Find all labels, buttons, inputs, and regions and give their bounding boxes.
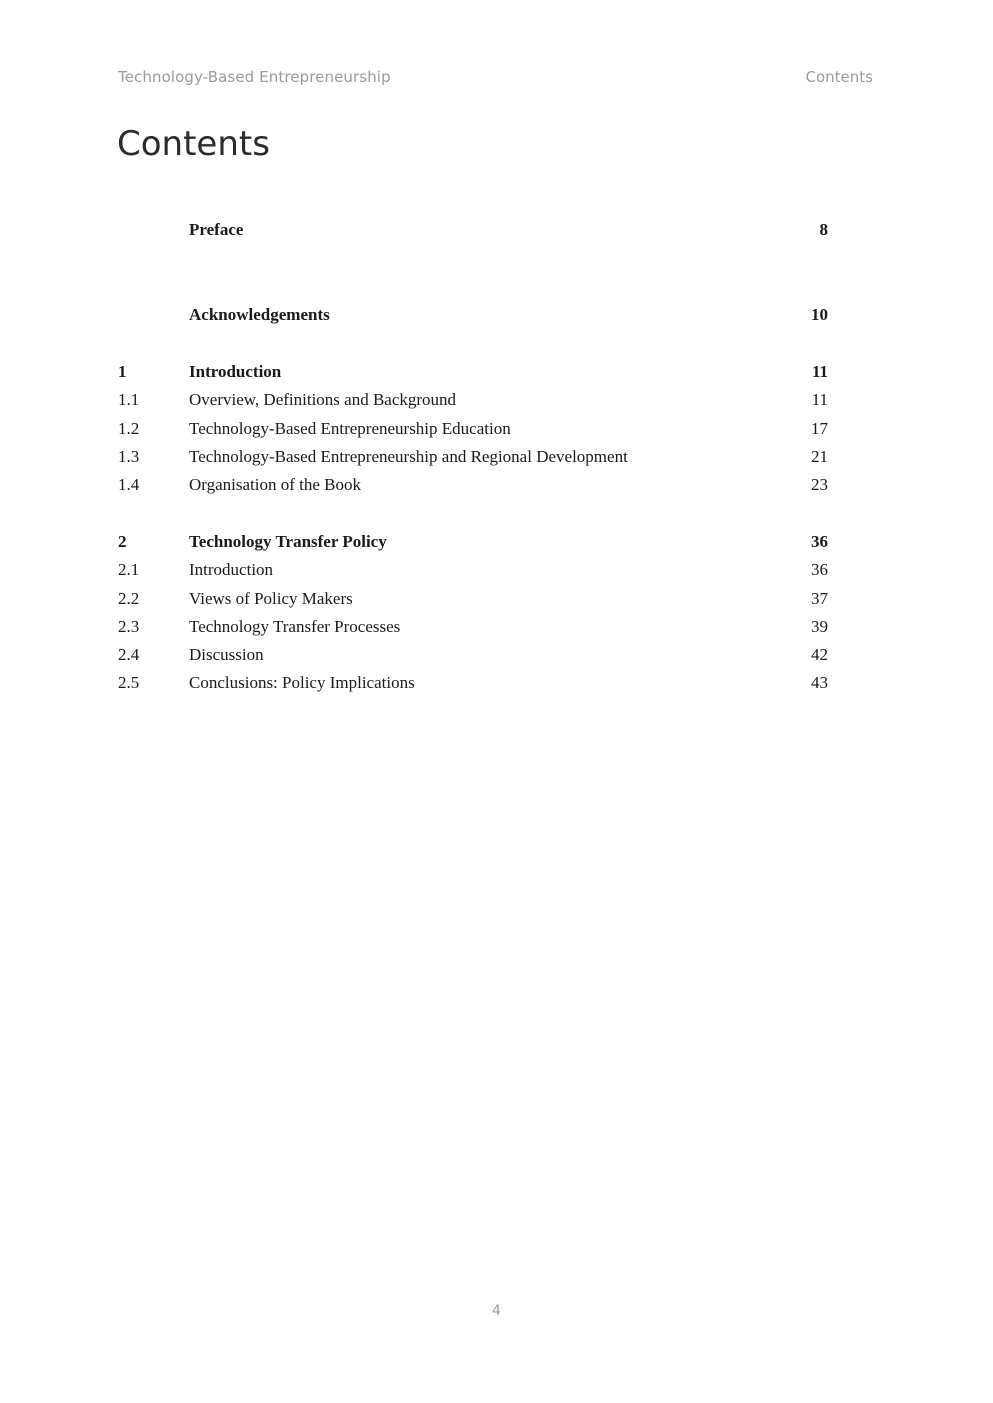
toc-entry-page: 36 <box>811 560 828 579</box>
toc-entry-number: 1 <box>118 362 127 381</box>
toc-entry-page: 43 <box>811 673 828 692</box>
toc-entry-page: 42 <box>811 645 828 664</box>
toc-entry-label: Technology-Based Entrepreneurship Education <box>189 419 511 438</box>
toc-entry-number: 2.4 <box>118 645 140 664</box>
toc-entry-number: 1.3 <box>118 447 140 466</box>
footer-page-number: 4 <box>492 1303 501 1319</box>
toc-entry-1-1[interactable] <box>118 390 828 414</box>
toc-entry-page: 37 <box>811 589 828 608</box>
toc-entry-acknowledgements[interactable] <box>118 305 828 329</box>
running-header-book-title: Technology-Based Entrepreneurship <box>118 68 391 86</box>
running-header-section: Contents <box>805 68 873 86</box>
toc-entry-label: Technology Transfer Processes <box>189 617 401 636</box>
toc-entry-label: Preface <box>189 220 244 239</box>
toc-entry-label: Overview, Definitions and Background <box>189 390 457 409</box>
toc-entry-page: 11 <box>811 390 828 409</box>
toc-entry-label: Views of Policy Makers <box>189 589 353 608</box>
toc-entry-1-4[interactable] <box>118 475 828 499</box>
toc-entry-page: 36 <box>811 532 828 551</box>
toc-entry-label: Discussion <box>189 645 264 664</box>
page-title: Contents <box>117 124 270 164</box>
toc-entry-page: 23 <box>811 475 828 494</box>
toc-entry-preface[interactable] <box>118 220 828 244</box>
toc-entry-label: Organisation of the Book <box>189 475 362 494</box>
toc-entry-label: Introduction <box>189 362 282 381</box>
toc-entry-chapter-2[interactable] <box>118 532 828 556</box>
toc-entry-label: Introduction <box>189 560 274 579</box>
toc-entry-page: 11 <box>811 362 828 381</box>
toc-entry-number: 1.2 <box>118 419 140 438</box>
toc-entry-number: 1.4 <box>118 475 140 494</box>
toc-entry-page: 39 <box>811 617 828 636</box>
toc-entry-page: 17 <box>811 419 828 438</box>
toc-entry-page: 8 <box>819 220 828 239</box>
toc-entry-label: Acknowledgements <box>189 305 330 324</box>
toc-entry-number: 2.3 <box>118 617 140 636</box>
toc-entry-2-1[interactable] <box>118 560 828 584</box>
toc-entry-label: Conclusions: Policy Implications <box>189 673 415 692</box>
toc-entry-number: 2.2 <box>118 589 140 608</box>
toc-entry-number: 2.1 <box>118 560 140 579</box>
toc-entry-label: Technology-Based Entrepreneurship and Regional Development <box>189 447 628 466</box>
toc-entry-label: Technology Transfer Policy <box>189 532 387 551</box>
toc-entry-page: 21 <box>811 447 828 466</box>
toc-entry-number: 2.5 <box>118 673 140 692</box>
toc-entry-page: 10 <box>811 305 828 324</box>
toc-entry-1-3[interactable] <box>118 447 828 471</box>
toc-entry-2-3[interactable] <box>118 617 828 641</box>
toc-entry-1-2[interactable] <box>118 419 828 443</box>
toc-entry-number: 1.1 <box>118 390 140 409</box>
toc-entry-number: 2 <box>118 532 127 551</box>
toc-entry-chapter-1[interactable] <box>118 362 828 386</box>
toc-entry-2-4[interactable] <box>118 645 828 669</box>
toc-entry-2-2[interactable] <box>118 589 828 613</box>
toc-entry-2-5[interactable] <box>118 673 828 697</box>
